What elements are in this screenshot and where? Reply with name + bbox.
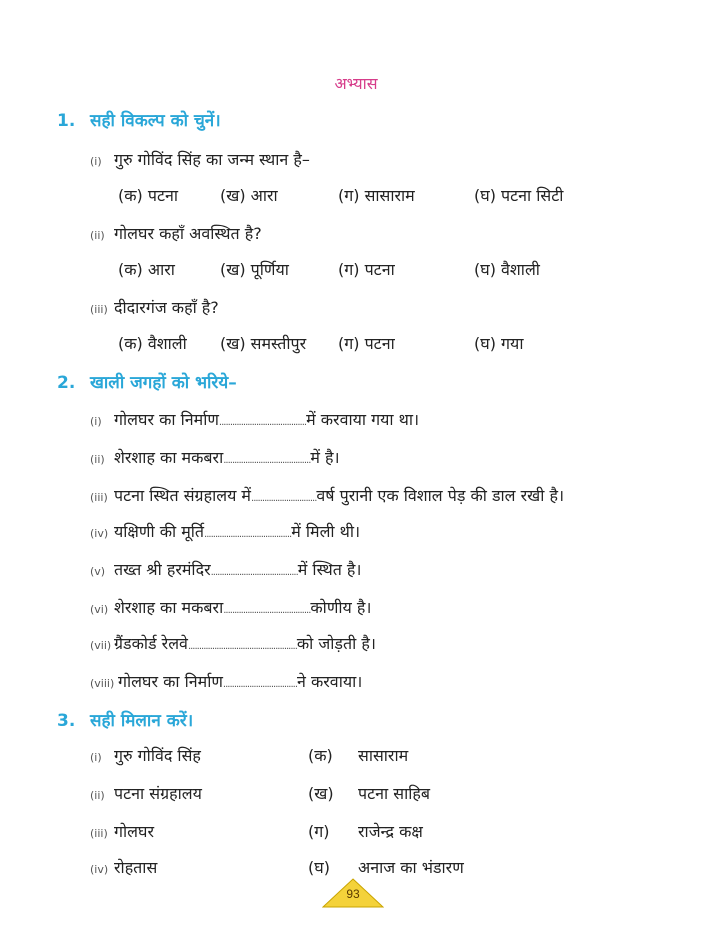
roman-numeral: (i) [90,155,102,168]
question-text: दीदारगंज कहाँ है? [114,298,219,317]
section-2-heading [57,370,237,393]
match-left-item [90,820,154,842]
roman-numeral: (ii) [90,229,105,242]
section-3-heading [57,708,193,731]
blank-suffix: में करवाया गया था। [306,410,420,429]
match-right-item: पटना साहिब [358,784,430,803]
blank-dots: .................................................. [187,641,297,652]
fill-blank-item [90,446,340,468]
roman-numeral: (vii) [90,639,112,652]
blank-suffix: में है। [310,448,340,467]
section-title: सही विकल्प को चुनें। [90,111,221,131]
match-left-item [90,744,201,766]
blank-dots: ........................................ [223,455,311,466]
option-ka: (क) पटना [118,186,179,205]
roman-numeral: (ii) [90,453,105,466]
roman-numeral: (ii) [90,789,105,802]
blank-suffix: को जोड़ती है। [296,634,376,653]
match-left-item [90,782,202,804]
question-1 [90,148,310,170]
option-ka: (क) आरा [118,260,175,279]
blank-suffix: में स्थित है। [297,560,362,579]
roman-numeral: (iii) [90,491,108,504]
page-number-badge [322,878,384,908]
roman-numeral: (iii) [90,303,108,316]
roman-numeral: (iv) [90,863,109,876]
match-left-item [90,856,157,878]
blank-suffix: कोणीय है। [310,598,372,617]
section-title: खाली जगहों को भरिये– [90,373,237,393]
fill-blank-item [90,558,361,580]
option-gha: (घ) गया [474,334,524,353]
section-1-heading [57,108,221,131]
option-gha: (घ) वैशाली [474,260,540,279]
option-ga: (ग) पटना [338,334,395,353]
roman-numeral: (vi) [90,603,109,616]
blank-suffix: वर्ष पुरानी एक विशाल पेड़ की डाल रखी है। [316,486,565,505]
option-kha: (ख) पूर्णिया [220,260,289,279]
match-left-text: गोलघर [114,822,155,841]
option-ga: (ग) सासाराम [338,186,415,205]
blank-prefix: गोलघर का निर्माण [118,672,223,691]
blank-prefix: तख्त श्री हरमंदिर [114,560,211,579]
blank-suffix: में मिली थी। [291,522,361,541]
blank-dots: .............................. [251,493,317,504]
option-ka: (क) वैशाली [118,334,187,353]
match-right-item: सासाराम [358,746,409,765]
roman-numeral: (iii) [90,827,108,840]
section-title: सही मिलान करें। [90,711,194,731]
match-key: (क) [308,746,333,765]
section-number: 3. [57,711,76,731]
blank-dots: .................................. [222,679,297,690]
match-left-text: गुरु गोविंद सिंह [114,746,201,765]
option-gha: (घ) पटना सिटी [474,186,564,205]
page-number: 93 [346,887,360,901]
roman-numeral: (iv) [90,527,109,540]
question-text: गोलघर कहाँ अवस्थित है? [114,224,262,243]
blank-prefix: पटना स्थित संग्रहालय में [114,486,252,505]
match-key: (घ) [308,858,330,877]
option-ga: (ग) पटना [338,260,395,279]
match-key: (ग) [308,822,330,841]
match-left-text: पटना संग्रहालय [114,784,202,803]
match-left-text: रोहतास [114,858,158,877]
question-text: गुरु गोविंद सिंह का जन्म स्थान है– [114,150,310,169]
blank-dots: ........................................ [218,417,307,428]
blank-prefix: शेरशाह का मकबरा [114,598,224,617]
page-title: अभ्यास [334,74,378,93]
blank-prefix: ग्रैंडकोर्ड रेलवे [114,634,188,653]
fill-blank-item [90,520,360,542]
fill-blank-item [90,632,376,654]
option-kha: (ख) आरा [220,186,278,205]
match-right-item: राजेन्द्र कक्ष [358,822,423,841]
match-right-item: अनाज का भंडारण [358,858,464,877]
roman-numeral: (i) [90,751,102,764]
section-number: 1. [57,111,76,131]
option-kha: (ख) समस्तीपुर [220,334,307,353]
blank-prefix: गोलघर का निर्माण [114,410,219,429]
roman-numeral: (i) [90,415,102,428]
blank-dots: ........................................ [223,605,311,616]
blank-dots: ........................................ [210,567,298,578]
fill-blank-item [90,596,371,618]
blank-prefix: यक्षिणी की मूर्ति [114,522,205,541]
match-key: (ख) [308,784,334,803]
question-2 [90,222,262,244]
roman-numeral: (viii) [90,677,115,690]
roman-numeral: (v) [90,565,106,578]
fill-blank-item [90,484,564,506]
fill-blank-item [90,670,362,692]
blank-prefix: शेरशाह का मकबरा [114,448,224,467]
fill-blank-item [90,408,419,430]
blank-suffix: ने करवाया। [297,672,363,691]
question-3 [90,296,219,318]
section-number: 2. [57,373,76,393]
blank-dots: ........................................ [204,529,292,540]
